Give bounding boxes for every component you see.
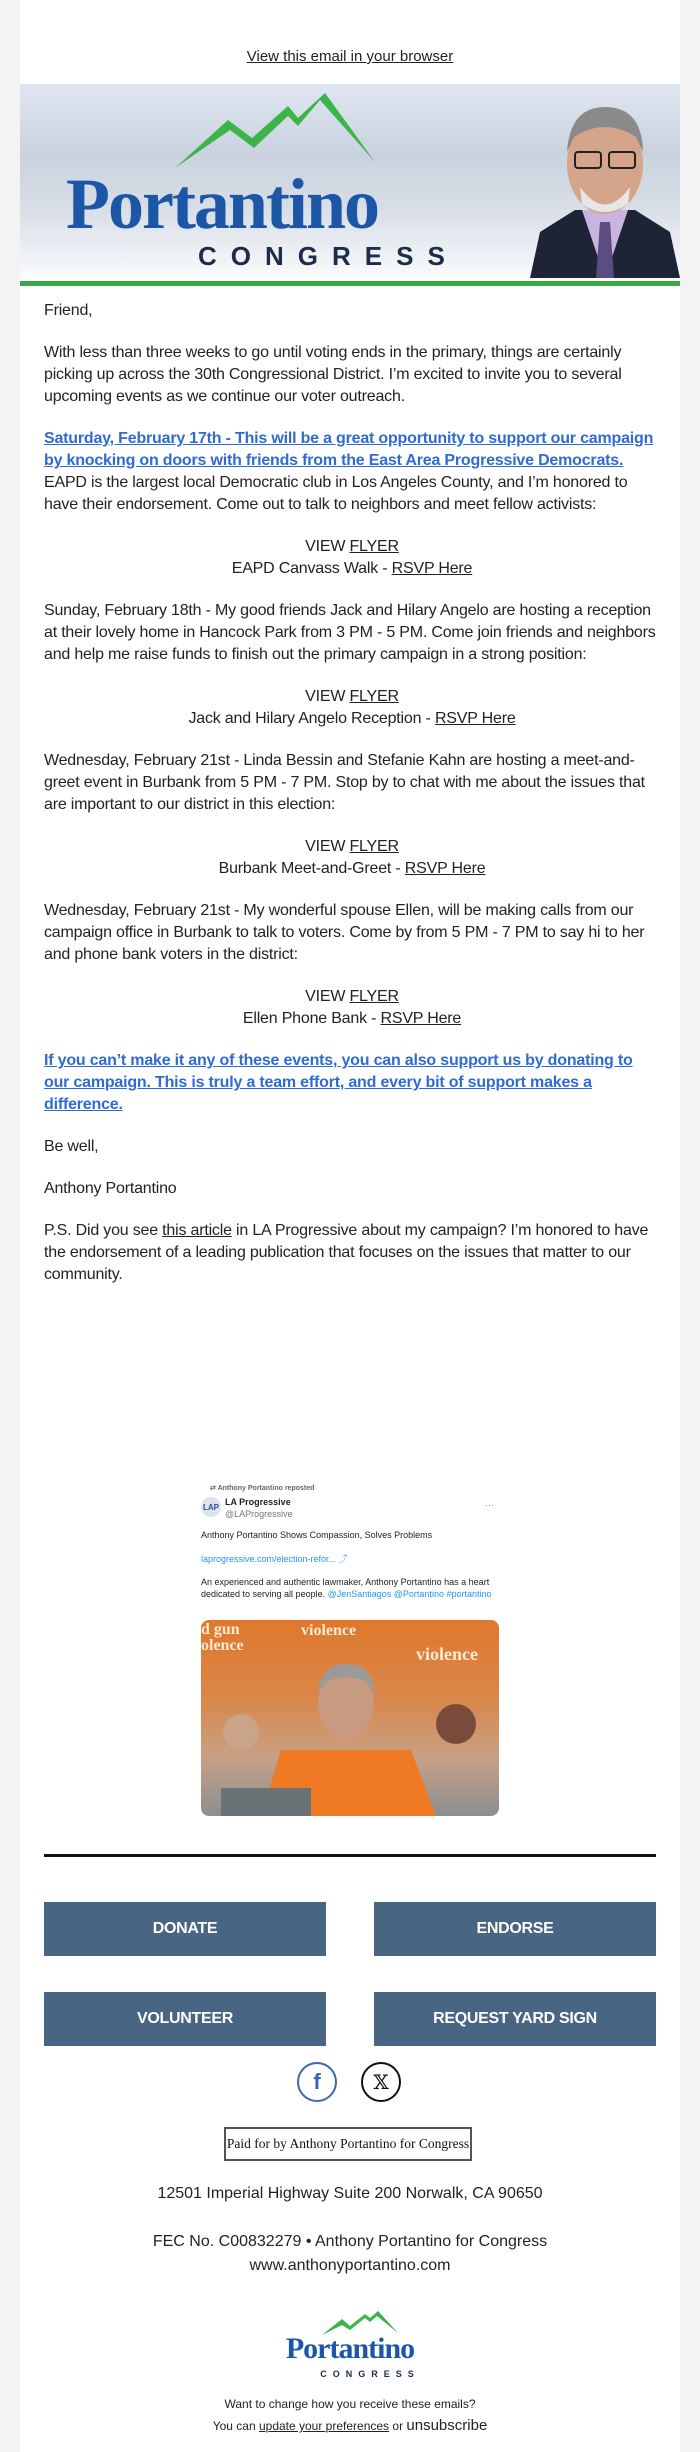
tweet-reposted: Anthony Portantino reposted (217, 1485, 315, 1492)
view-label: VIEW (305, 838, 350, 855)
view-label: VIEW (305, 688, 350, 705)
website: www.anthonyportantino.com (249, 2257, 451, 2274)
rally-figure (201, 1620, 499, 1816)
tweet-photo (201, 1620, 499, 1816)
event-name: EAPD Canvass Walk - (231, 560, 392, 577)
more-icon: ··· (485, 1500, 494, 1510)
tweet-account: LA Progressive (225, 1497, 291, 1507)
sign-text: d gun olence (201, 1621, 244, 1654)
event3-links (44, 836, 660, 880)
tweet-mentions: @JenSantiagos @Portantino #portantino (327, 1589, 492, 1599)
tweet-headline: Anthony Portantino Shows Compassion, Solves Problems (201, 1530, 433, 1540)
view-label: VIEW (305, 988, 350, 1005)
flyer-link[interactable]: FLYER (349, 988, 399, 1005)
paid-for-disclaimer: Paid for by Anthony Portantino for Congress (224, 2127, 472, 2161)
event4-links (44, 986, 660, 1030)
banner-divider (20, 281, 680, 286)
repost-icon: ⇄ (210, 1485, 218, 1492)
volunteer-button[interactable]: VOLUNTEER (44, 1992, 326, 2046)
flyer-link[interactable]: FLYER (349, 838, 399, 855)
donate-text-link[interactable]: If you can’t make it any of these events, you can also support us by donating to our campaign. This is truly a team effort, and every bit of support makes a difference. (44, 1052, 633, 1113)
preferences-line (20, 2416, 680, 2436)
ps-text: in LA Progressive about my campaign? I’m honored to have the endorsement of a leading publication that focuses on the issues that matter to our community. (44, 1222, 649, 1283)
sign-text: violence (416, 1644, 478, 1664)
tweet-text: An experienced and authentic lawmaker, Anthony Portantino has a heart dedicated to serving all people. (201, 1577, 490, 1599)
event2-links (44, 686, 660, 730)
update-preferences-link[interactable]: update your preferences (258, 2419, 390, 2433)
endorse-button[interactable]: ENDORSE (374, 1902, 656, 1956)
event1-text: EAPD is the largest local Democratic club in Los Angeles County, and I’m honored to have their endorsement. Come out to talk to neighbors and meet fellow activists: (44, 474, 628, 513)
event4-paragraph: Wednesday, February 21st - My wonderful spouse Ellen, will be making calls from our campaign office in Burbank to talk to voters. Come by from 5 PM - 7 PM to say hi to her and phone bank voters in the district: (44, 902, 645, 963)
logo-text: Portantino (66, 164, 378, 244)
event1-paragraph (44, 428, 660, 516)
address: 12501 Imperial Highway Suite 200 Norwalk, CA 90650 (157, 2185, 543, 2202)
tweet-handle: @LAProgressive (225, 1509, 293, 1519)
event2-paragraph: Sunday, February 18th - My good friends Jack and Hilary Angelo are hosting a reception at their lovely home in Hancock Park from 3 PM - 5 PM. Come join friends and neighbors and help me raise funds to finish out the primary campaign in a strong position: (44, 602, 656, 663)
event1-link[interactable]: Saturday, February 17th - This will be a great opportunity to support our campaign by knocking on doors with friends from the East Area Progressive Democrats. (44, 430, 654, 469)
tweet-url: laprogressive.com/election-refor... ⤴ (201, 1554, 348, 1564)
ps-text: P.S. Did you see (44, 1222, 163, 1239)
section-divider (44, 1854, 656, 1857)
sign-text: violence (301, 1622, 357, 1639)
rsvp-link[interactable]: RSVP Here (380, 1010, 462, 1027)
email-container (20, 0, 680, 2452)
donate-button[interactable]: DONATE (44, 1902, 326, 1956)
greeting: Friend, (44, 302, 93, 319)
you-can-text: You can (212, 2419, 259, 2433)
event1-links (44, 536, 660, 580)
mountain-logo-icon (170, 90, 380, 170)
rsvp-link[interactable]: RSVP Here (434, 710, 516, 727)
footer-logo-text: Portantino (285, 2332, 415, 2365)
intro-paragraph: With less than three weeks to go until voting ends in the primary, things are certainly picking up across the 30th Congressional District. I’m excited to invite you to several upcoming events as we continue our voter outreach. (44, 344, 622, 405)
facebook-icon[interactable]: f (297, 2062, 337, 2102)
event3-paragraph: Wednesday, February 21st - Linda Bessin and Stefanie Kahn are hosting a meet-and-greet event in Burbank from 5 PM - 7 PM. Stop by to chat with me about the issues that are important to our district in this election: (44, 752, 645, 813)
event-name: Jack and Hilary Angelo Reception - (188, 710, 435, 727)
fec-number: FEC No. C00832279 • Anthony Portantino for Congress (152, 2233, 548, 2250)
flyer-link[interactable]: FLYER (349, 688, 399, 705)
event-name: Ellen Phone Bank - (242, 1010, 381, 1027)
rsvp-link[interactable]: RSVP Here (391, 560, 473, 577)
rsvp-link[interactable]: RSVP Here (404, 860, 486, 877)
footer-logo-subtitle: CONGRESS (320, 2369, 420, 2379)
article-link[interactable]: this article (162, 1222, 232, 1239)
view-in-browser-link[interactable]: View this email in your browser (246, 48, 454, 65)
tweet-image[interactable] (196, 1478, 504, 1816)
logo-subtitle: CONGRESS (198, 241, 459, 271)
event-name: Burbank Meet-and-Greet - (218, 860, 405, 877)
header-banner (20, 84, 680, 286)
ps-paragraph (44, 1220, 660, 1286)
flyer-link[interactable]: FLYER (349, 538, 399, 555)
tweet-avatar: LAP (201, 1497, 221, 1517)
change-prompt: Want to change how you receive these emails? (224, 2397, 476, 2411)
unsubscribe-link[interactable]: unsubscribe (406, 2417, 488, 2434)
x-twitter-icon[interactable]: 𝕏 (361, 2062, 401, 2102)
request-yard-sign-button[interactable]: REQUEST YARD SIGN (374, 1992, 656, 2046)
view-label: VIEW (305, 538, 350, 555)
signoff: Be well, (44, 1138, 99, 1155)
signature: Anthony Portantino (44, 1180, 177, 1197)
candidate-photo (530, 92, 680, 278)
email-body (44, 300, 660, 1306)
or-text: or (389, 2419, 407, 2433)
